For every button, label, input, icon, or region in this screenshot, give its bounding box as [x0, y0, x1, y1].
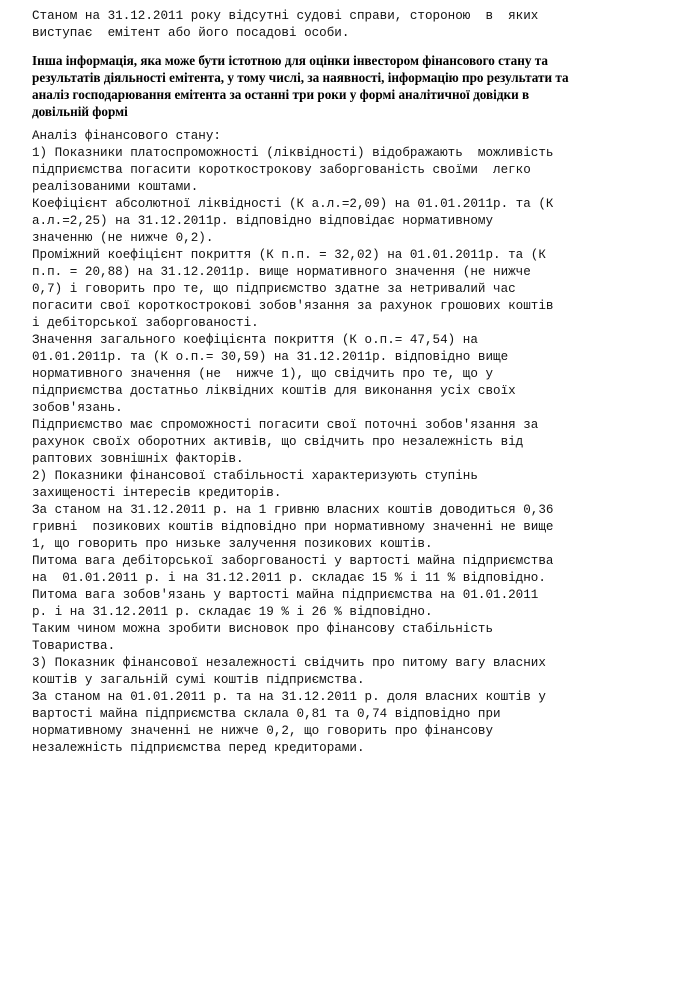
body-line: 1, що говорить про низьке залучення позикових коштів.	[32, 537, 433, 551]
heading-line: аналіз господарювання емітента за останні три роки у формі аналітичної довідки в	[32, 87, 530, 102]
body-line: незалежність підприємства перед кредиторами.	[32, 741, 365, 755]
body-line: Питома вага дебіторської заборгованості у вартості майна підприємства	[32, 554, 554, 568]
body-line: вартості майна підприємства склала 0,81 та 0,74 відповідно при	[32, 707, 501, 721]
body-line: і дебіторської заборгованості.	[32, 316, 259, 330]
body-line: нормативного значення (не нижче 1), що свідчить про те, що у	[32, 367, 494, 381]
body-line: р. і на 31.12.2011 р. складає 19 % і 26 % відповідно.	[32, 605, 433, 619]
body-line: Таким чином можна зробити висновок про фінансову стабільність	[32, 622, 494, 636]
body-line: зобов'язань.	[32, 401, 123, 415]
body-line: Проміжний коефіцієнт покриття (К п.п. = 32,02) на 01.01.2011р. та (К	[32, 248, 546, 262]
body-line: Коефіцієнт абсолютної ліквідності (К а.л.=2,09) на 01.01.2011р. та (К	[32, 197, 554, 211]
body-line: погасити свої короткострокові зобов'язання за рахунок грошових коштів	[32, 299, 554, 313]
body-line: гривні позикових коштів відповідно при нормативному значенні не вище	[32, 520, 554, 534]
body-line: реалізованими коштами.	[32, 180, 199, 194]
body-line: п.п. = 20,88) на 31.12.2011р. вище нормативного значення (не нижче	[32, 265, 531, 279]
body-line: 0,7) і говорить про те, що підприємство здатне за нетривалий час	[32, 282, 516, 296]
document-page	[32, 8, 672, 757]
body-line: а.л.=2,25) на 31.12.2011р. відповідно відповідає нормативному	[32, 214, 494, 228]
body-line: рахунок своїх оборотних активів, що свідчить про незалежність від	[32, 435, 524, 449]
section-heading	[32, 52, 672, 120]
body-line: підприємства погасити короткострокову заборгованість своїми легко	[32, 163, 531, 177]
intro-line: Станом на 31.12.2011 року відсутні судові справи, стороною в яких	[32, 9, 539, 23]
body-line: Підприємство має спроможності погасити свої поточні зобов'язання за	[32, 418, 539, 432]
body-line: 3) Показник фінансової незалежності свідчить про питому вагу власних	[32, 656, 546, 670]
heading-line: довільній формі	[32, 104, 128, 119]
body-line: коштів у загальній сумі коштів підприємства.	[32, 673, 365, 687]
heading-line: результатів діяльності емітента, у тому числі, за наявності, інформацію про результати та	[32, 70, 569, 85]
body-line: 1) Показники платоспроможності (ліквідності) відображають можливість	[32, 146, 554, 160]
body-line: За станом на 01.01.2011 р. та на 31.12.2011 р. доля власних коштів у	[32, 690, 546, 704]
intro-paragraph	[32, 8, 672, 42]
body-line: нормативному значенні не нижче 0,2, що говорить про фінансову	[32, 724, 494, 738]
body-line: значенню (не нижче 0,2).	[32, 231, 214, 245]
body-line: За станом на 31.12.2011 р. на 1 гривню власних коштів доводиться 0,36	[32, 503, 554, 517]
body-line: 01.01.2011р. та (К о.п.= 30,59) на 31.12.2011р. відповідно вище	[32, 350, 509, 364]
body-line: Товариства.	[32, 639, 116, 653]
body-line: раптових зовнішніх факторів.	[32, 452, 244, 466]
body-line: 2) Показники фінансової стабільності характеризують ступінь	[32, 469, 478, 483]
body-line: підприємства достатньо ліквідних коштів для виконання усіх своїх	[32, 384, 516, 398]
intro-line: виступає емітент або його посадові особи.	[32, 26, 350, 40]
body-line: Питома вага зобов'язань у вартості майна підприємства на 01.01.2011	[32, 588, 539, 602]
body-line: захищеності інтересів кредиторів.	[32, 486, 282, 500]
analysis-title: Аналіз фінансового стану:	[32, 129, 221, 143]
financial-analysis-text	[32, 128, 672, 757]
body-line: Значення загального коефіцієнта покриття (К о.п.= 47,54) на	[32, 333, 478, 347]
heading-line: Інша інформація, яка може бути істотною для оцінки інвестором фінансового стану та	[32, 53, 548, 68]
body-line: на 01.01.2011 р. і на 31.12.2011 р. складає 15 % і 11 % відповідно.	[32, 571, 546, 585]
